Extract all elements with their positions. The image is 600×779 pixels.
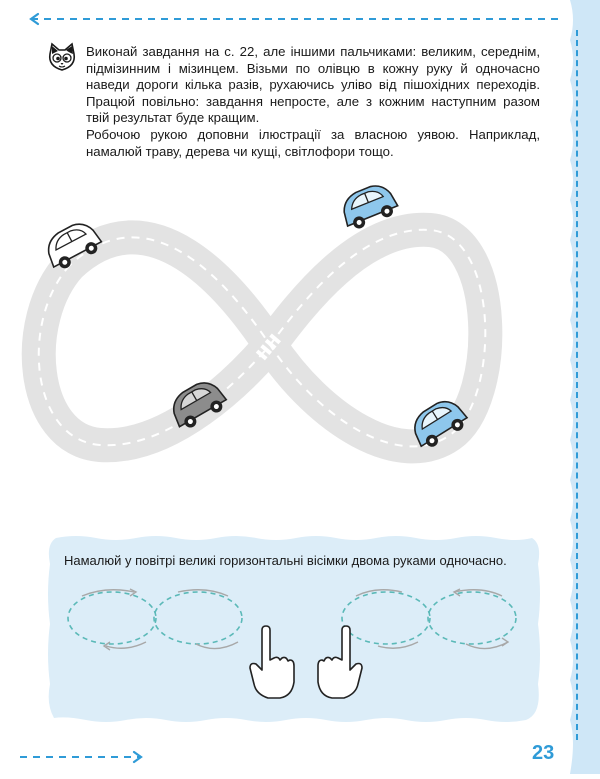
instructions-text <box>86 44 540 160</box>
cat-icon <box>46 42 78 74</box>
figure-eight-road <box>0 170 600 510</box>
arrow-right-icon <box>20 750 150 764</box>
air-exercise-text: Намалюй у повітрі великі горизонтальні вісімки двома руками одночасно. <box>64 553 507 568</box>
page-number: 23 <box>532 742 555 764</box>
instruction-paragraph-2: Робочою рукою доповни ілюстрації за власною уявою. Наприклад, намалюй траву, дерева чи кущі, світлофори тощо. <box>86 126 540 159</box>
instruction-paragraph-1: Виконай завдання на с. 22, але іншими пальчиками: великим, середнім, підмізинним і мізинцем. Візьми по олівцю в кожну руку й одночасно наведи дороги кілька разів, рухаючись уліво від пішохідних переходів. Працюй повільно: завдання непросте, але з кожним наступним разом твій результат буде кращим. <box>86 44 540 126</box>
arrow-left-icon <box>28 12 558 26</box>
